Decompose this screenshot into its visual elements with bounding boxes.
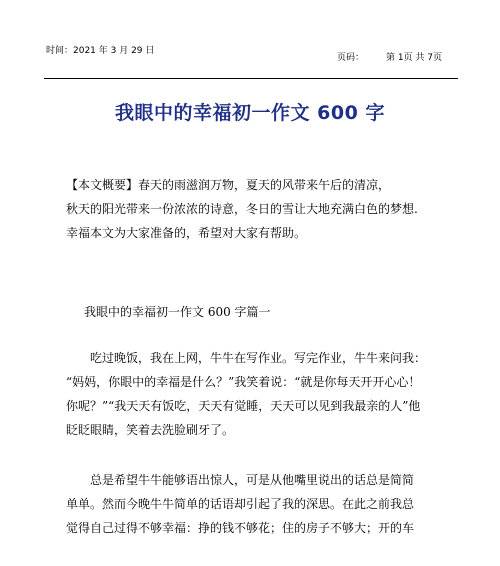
header-divider xyxy=(44,78,458,79)
document-title: 我眼中的幸福初一作文 600 字 xyxy=(115,102,385,124)
body-paragraph: 总是希望牛牛能够语出惊人，可是从他嘴里说出的话总是简简 单单。然而今晚牛牛简单的话语却引起了我的深思。在此之前我总 觉得自己过得不够幸福：挣的钱不够花；住的房子不够大；开的车 xyxy=(66,473,415,535)
header-page-number xyxy=(337,53,442,64)
summary-paragraph: 【本文概要】春天的雨滋润万物，夏天的风带来午后的清凉， 秋天的阳光带来一份浓浓的诗意，冬日的雪让大地充满白色的梦想. 幸福本文为大家准备的，希望对大家有帮助。 xyxy=(66,178,418,240)
body-paragraph: 吃过晚饭，我在上网，牛牛在写作业。写完作业，牛牛来问我： “妈妈，你眼中的幸福是什么？”我笑着说：“就是你每天开开心心！ 你呢？”“我天天有饭吃，天天有觉睡，天天可以见到我最亲的人”他 眨眨眼睛，笑着去洗脸刷牙了。 xyxy=(66,351,427,437)
page-info: 第 1页 共 7页 xyxy=(385,53,442,63)
page-label: 页码： xyxy=(336,53,364,63)
header-date: 时间：2021 年 3 月 29 日 xyxy=(46,46,155,56)
section-heading: 我眼中的幸福初一作文 600 字篇一 xyxy=(84,305,271,319)
